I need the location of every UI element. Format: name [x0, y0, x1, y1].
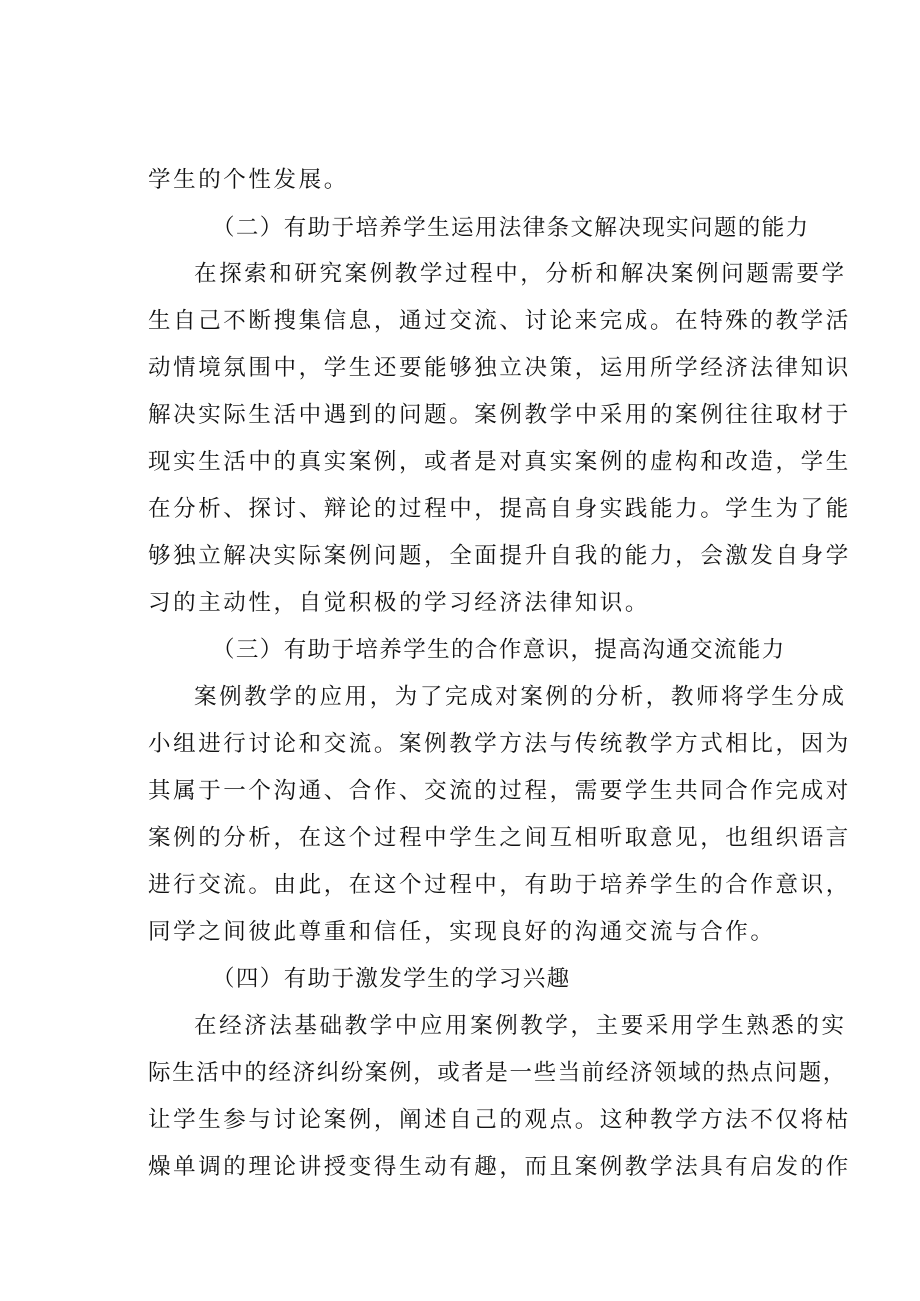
paragraph-line: 让学生参与讨论案例，阐述自己的观点。这种教学方法不仅将枯 [148, 1107, 851, 1133]
paragraph-line: 案例的分析，在这个过程中学生之间互相听取意见，也组织语言 [148, 825, 851, 851]
paragraph-line: 在经济法基础教学中应用案例教学，主要采用学生熟悉的实 [194, 1013, 847, 1039]
paragraph-line: 习的主动性，自觉积极的学习经济法律知识。 [148, 590, 651, 616]
paragraph-end-line: 学生的个性发展。 [148, 167, 349, 193]
paragraph-line: 解决实际生活中遇到的问题。案例教学中采用的案例往往取材于 [148, 402, 851, 428]
paragraph-line: 燥单调的理论讲授变得生动有趣，而且案例教学法具有启发的作 [148, 1154, 851, 1180]
paragraph-line: 生自己不断搜集信息，通过交流、讨论来完成。在特殊的教学活 [148, 308, 851, 334]
section-heading-4: （四）有助于激发学生的学习兴趣 [212, 966, 571, 992]
paragraph-line: 在分析、探讨、辩论的过程中，提高自身实践能力。学生为了能 [148, 496, 851, 522]
paragraph-line: 小组进行讨论和交流。案例教学方法与传统教学方式相比，因为 [148, 731, 851, 757]
paragraph-line: 际生活中的经济纠纷案例，或者是一些当前经济领域的热点问题， [148, 1060, 847, 1086]
paragraph-line: 动情境氛围中，学生还要能够独立决策，运用所学经济法律知识 [148, 355, 851, 381]
paragraph-line: 案例教学的应用，为了完成对案例的分析，教师将学生分成 [194, 684, 847, 710]
paragraph-line: 同学之间彼此尊重和信任，实现良好的沟通交流与合作。 [148, 919, 776, 945]
section-heading-2: （二）有助于培养学生运用法律条文解决现实问题的能力 [212, 215, 810, 241]
section-heading-3: （三）有助于培养学生的合作意识，提高沟通交流能力 [212, 637, 786, 663]
paragraph-line: 进行交流。由此，在这个过程中，有助于培养学生的合作意识， [148, 872, 851, 898]
paragraph-line: 够独立解决实际案例问题，全面提升自我的能力，会激发自身学 [148, 543, 851, 569]
paragraph-line: 在探索和研究案例教学过程中，分析和解决案例问题需要学 [194, 261, 847, 287]
paragraph-line: 其属于一个沟通、合作、交流的过程，需要学生共同合作完成对 [148, 778, 851, 804]
paragraph-line: 现实生活中的真实案例，或者是对真实案例的虚构和改造，学生 [148, 449, 851, 475]
